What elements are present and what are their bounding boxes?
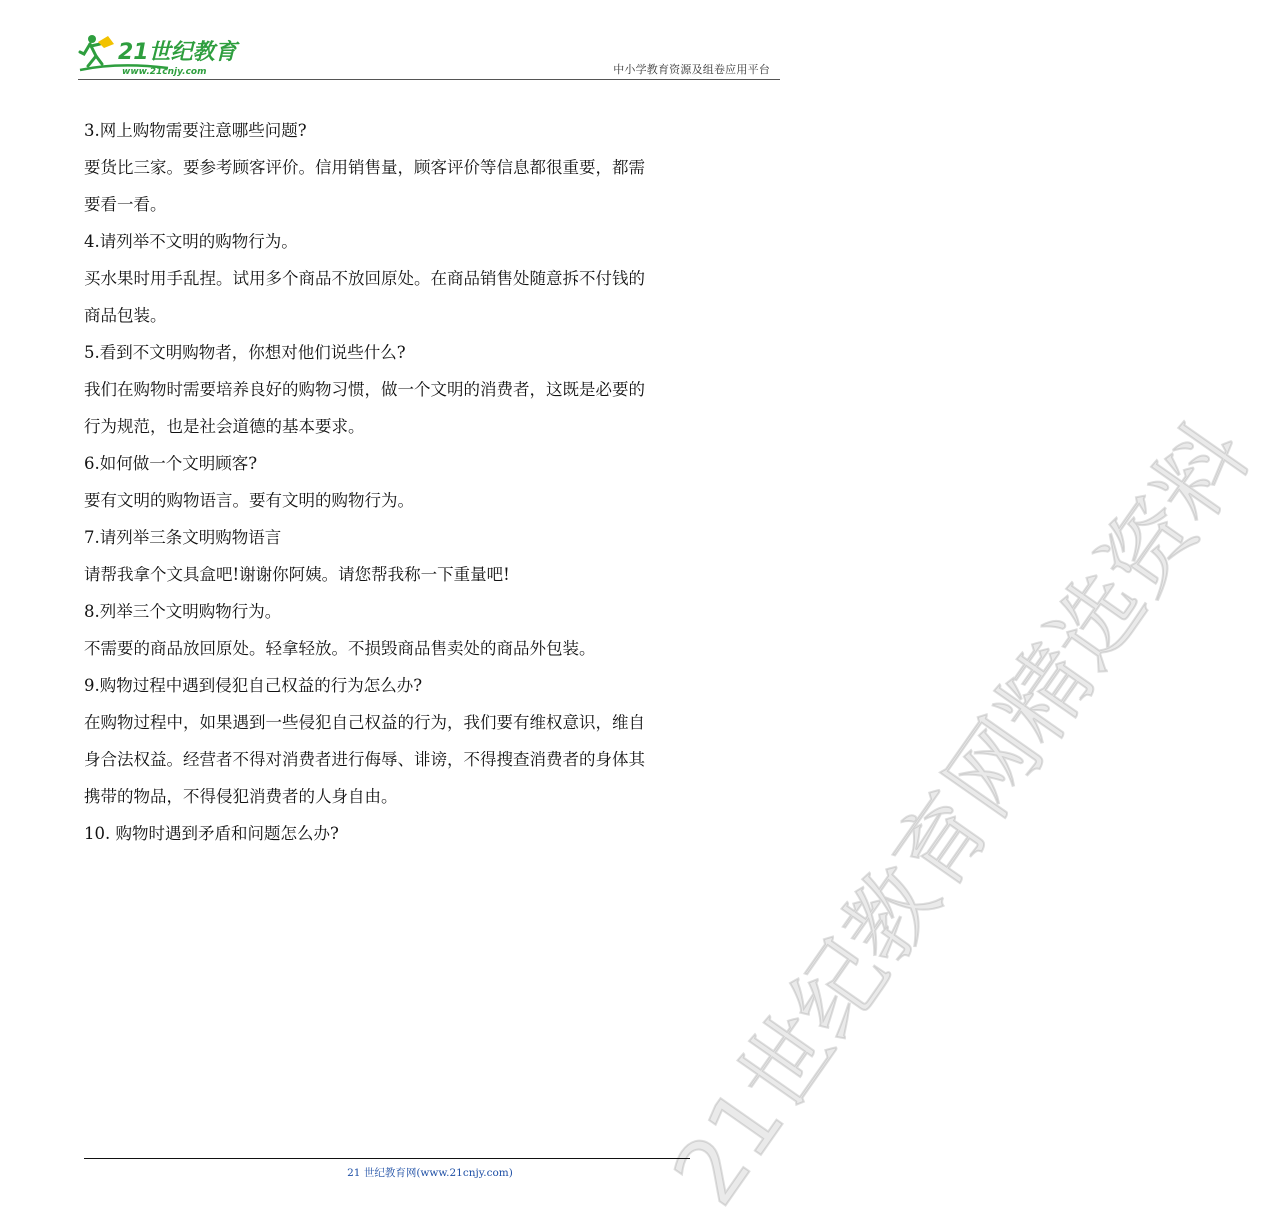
question-7: 7.请列举三条文明购物语言 [84,528,282,547]
answer-9-line-2: 身合法权益。经营者不得对消费者进行侮辱、诽谤，不得搜查消费者的身体其 [84,750,645,769]
platform-tagline: 中小学教育资源及组卷应用平台 [613,63,770,76]
question-3: 3.网上购物需要注意哪些问题? [84,121,307,140]
question-8: 8.列举三个文明购物行为。 [84,602,282,621]
question-5: 5.看到不文明购物者，你想对他们说些什么? [84,343,406,362]
footer-text: 21 世纪教育网(www.21cnjy.com) [347,1167,513,1179]
header-divider [78,79,780,80]
question-9: 9.购物过程中遇到侵犯自己权益的行为怎么办? [84,676,423,695]
page-header [78,28,780,84]
footer-divider [84,1158,690,1159]
answer-5-line-2: 行为规范，也是社会道德的基本要求。 [84,417,365,436]
answer-6: 要有文明的购物语言。要有文明的购物行为。 [84,491,414,510]
question-4: 4.请列举不文明的购物行为。 [84,232,298,251]
logo-url: www.21cnjy.com [122,67,207,77]
answer-4-line-1: 买水果时用手乱捏。试用多个商品不放回原处。在商品销售处随意拆不付钱的 [84,269,645,288]
question-10: 10. 购物时遇到矛盾和问题怎么办? [84,824,339,843]
answer-5-line-1: 我们在购物时需要培养良好的购物习惯，做一个文明的消费者，这既是必要的 [84,380,645,399]
watermark: 21世纪教育网精选资料 [653,405,1270,1224]
answer-9-line-3: 携带的物品，不得侵犯消费者的人身自由。 [84,787,398,806]
logo-21cnjy [78,32,268,78]
answer-7: 请帮我拿个文具盒吧!谢谢你阿姨。请您帮我称一下重量吧! [84,565,510,584]
answer-9-line-1: 在购物过程中，如果遇到一些侵犯自己权益的行为，我们要有维权意识，维自 [84,713,645,732]
question-6: 6.如何做一个文明顾客? [84,454,258,473]
answer-3-line-1: 要货比三家。要参考顾客评价。信用销售量，顾客评价等信息都很重要，都需 [84,158,645,177]
answer-8: 不需要的商品放回原处。轻拿轻放。不损毁商品售卖处的商品外包装。 [84,639,596,658]
answer-3-line-2: 要看一看。 [84,195,167,214]
logo-text: 21世纪教育 [118,40,237,65]
answer-4-line-2: 商品包装。 [84,306,167,325]
document-body [84,112,784,852]
